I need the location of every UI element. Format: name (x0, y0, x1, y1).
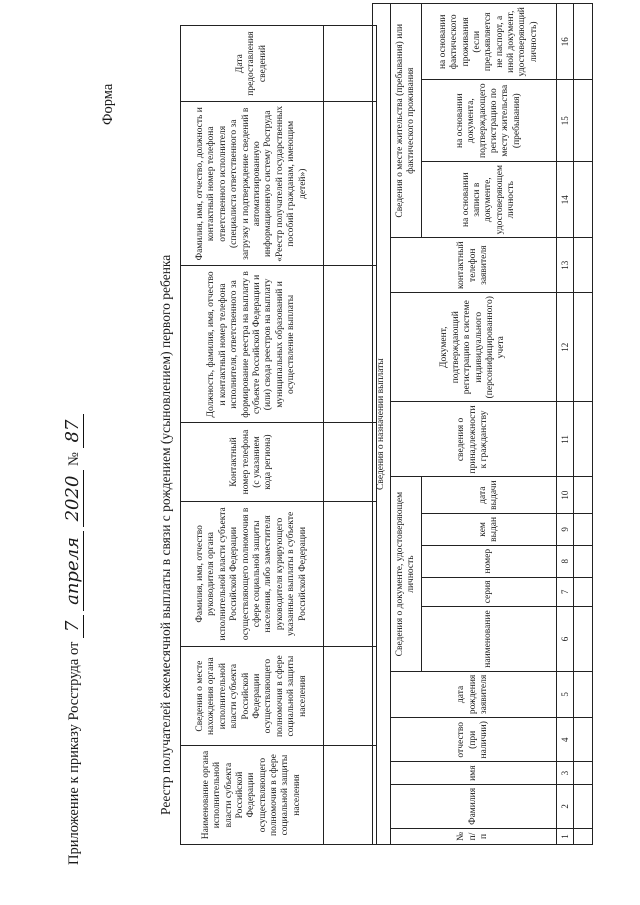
data-cell (574, 545, 593, 577)
data-cell (574, 513, 593, 545)
authority-cell (324, 26, 377, 102)
authority-table (180, 25, 377, 845)
col-doc-number: номер (422, 545, 557, 577)
register-title: Реестр получателей ежемесячной выплаты в связи с рождением (усыновлением) первого ребенка (158, 254, 173, 815)
authority-cell (324, 423, 377, 501)
payment-group-header: Сведения о назначении выплаты (373, 4, 391, 845)
authority-cell (324, 266, 377, 423)
date-day: 7 (62, 615, 84, 638)
col-doc-series: серия (422, 577, 557, 607)
col-dob: дата рождения заявителя (391, 671, 557, 717)
authority-cell (324, 746, 377, 845)
column-number: 9 (557, 513, 574, 545)
number-sign: № (66, 452, 82, 466)
column-number: 15 (557, 80, 574, 162)
authority-col-phone: Контактный номер телефона (с указанием кода региона) (181, 423, 324, 501)
authority-col-date: Дата предоставления сведений (181, 26, 324, 102)
data-cell (574, 577, 593, 607)
col-doc-name: наименование (422, 607, 557, 671)
authority-col-head: Фамилия, имя, отчество руководителя органа исполнительной власти субъекта Российской Федерации осуществляющего полномочия в сфере социальной защиты населения, либо заместителя руководителя курирующего указанные выплаты в субъекте Российской Федерации (181, 501, 324, 647)
data-cell (574, 784, 593, 828)
authority-col-responsible: Фамилия, имя, отчество, должность и контактный номер телефона ответственного исполнителя (специалиста ответственного за загрузку и подтверждение сведений в автоматизированную информационную систему Роструда «Реестр получателей государственных пособий гражданам, имеющим детей») (181, 102, 324, 266)
column-number: 13 (557, 238, 574, 293)
column-number: 12 (557, 293, 574, 402)
authority-col-address: Сведения о месте нахождения органа исполнительной власти субъекта Российской Федерации осуществляющего полномочия в сфере социальной защиты населения (181, 647, 324, 746)
col-no: № п/п (391, 828, 557, 844)
col-surname: Фамилия (391, 784, 557, 828)
column-number: 1 (557, 828, 574, 844)
data-cell (574, 828, 593, 844)
data-cell (574, 293, 593, 402)
column-number: 16 (557, 4, 574, 80)
column-number: 8 (557, 545, 574, 577)
authority-header-row (181, 26, 324, 845)
payment-header-row (373, 4, 391, 845)
col-res-actual: на основании фактического проживания (если предъявляется не паспорт, а иной документ, удостоверяющий личность) (422, 4, 557, 80)
data-cell (574, 477, 593, 513)
appendix-text: Приложение к приказу Росструда от (66, 641, 82, 865)
col-res-registration: на основании документа, подтверждающего регистрацию по месту жительства (пребывания) (422, 80, 557, 162)
col-snils: Документ, подтверждающий регистрацию в системе индивидуального (персонифицированного) учета (391, 293, 557, 402)
recipients-table (372, 3, 593, 845)
authority-cell (324, 102, 377, 266)
column-number: 14 (557, 162, 574, 238)
authority-cell (324, 501, 377, 647)
column-number: 5 (557, 671, 574, 717)
data-cell (574, 80, 593, 162)
col-doc-issuer: кем выдан (422, 513, 557, 545)
date-month: апреля (62, 531, 84, 611)
date-year: 2020 (62, 470, 84, 528)
appendix-header (62, 414, 83, 865)
col-patronymic: отчество (при наличии) (391, 718, 557, 762)
col-phone: контактный телефон заявителя (391, 238, 557, 293)
data-cell (574, 607, 593, 671)
form-label: Форма (100, 83, 116, 125)
column-number: 7 (557, 577, 574, 607)
col-res-record: на основании записи в документе, удостоверяющем личность (422, 162, 557, 238)
residence-group: Сведения о месте жительства (пребывания) или фактического проживания (391, 4, 422, 238)
data-cell (574, 671, 593, 717)
authority-cell (324, 647, 377, 746)
column-number: 4 (557, 718, 574, 762)
data-cell (574, 402, 593, 477)
col-name: имя (391, 762, 557, 784)
group-header-row (391, 4, 422, 845)
empty-data-row (574, 4, 593, 845)
data-cell (574, 238, 593, 293)
data-cell (574, 762, 593, 784)
col-doc-date: дата выдачи (422, 477, 557, 513)
column-number: 10 (557, 477, 574, 513)
order-number: 87 (62, 414, 84, 449)
column-numbers-row (557, 4, 574, 845)
column-number: 3 (557, 762, 574, 784)
column-number: 2 (557, 784, 574, 828)
data-cell (574, 718, 593, 762)
authority-col-name: Наименование органа исполнительной власти субъекта Российской Федерации осуществляющего полномочия в сфере социальной защиты населения (181, 746, 324, 845)
authority-col-executor: Должность, фамилия, имя, отчество и контактный номер телефона исполнителя, ответственного за формирование реестра на выплату в субъекте Российской Федерации и (или) свода реестров на выплату муниципальных образований и осуществление выплаты (181, 266, 324, 423)
col-citizenship: сведения о принадлежности к гражданству (391, 402, 557, 477)
id-doc-group: Сведения о документе, удостоверяющем личность (391, 477, 422, 671)
data-cell (574, 162, 593, 238)
data-cell (574, 4, 593, 80)
column-number: 6 (557, 607, 574, 671)
column-number: 11 (557, 402, 574, 477)
authority-data-row (324, 26, 377, 845)
